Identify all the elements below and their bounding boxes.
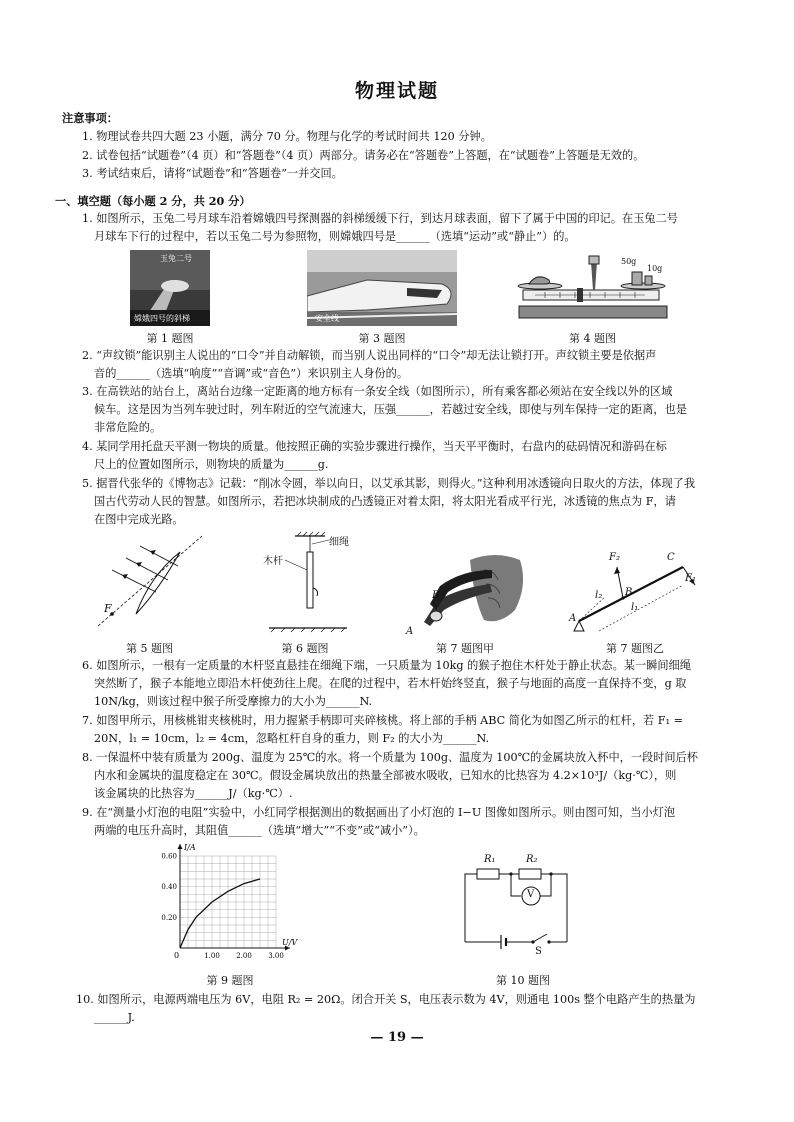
fig7b-lever-diagram <box>565 545 705 635</box>
y-tick-label: 0.20 <box>161 913 177 922</box>
fig7a-label-B: B <box>432 590 440 601</box>
x-axis-label: U/V <box>282 938 298 947</box>
fig3-label: 安全线 <box>315 314 339 323</box>
fig5-lens-diagram <box>92 530 207 630</box>
notice-item: 2. 试卷包括“试题卷”（4 页）和“答题卷”（4 页）两部分。请务必在“答题卷”上答题，在“试题卷”上答题是无效的。 <box>82 149 645 162</box>
fig9-iu-chart <box>150 840 310 965</box>
q3-line: 候车。这是因为当列车驶过时，列车附近的空气流速大，压强______，若越过安全线，即使与列车保持一定的距离，也是 <box>94 403 687 416</box>
fig6-caption: 第 6 题图 <box>281 642 329 655</box>
fig1-label-top: 玉兔二号 <box>160 254 192 263</box>
origin-label: 0 <box>174 951 180 960</box>
y-axis-label: I/A <box>184 843 196 852</box>
notice-item: 1. 物理试卷共四大题 23 小题，满分 70 分。物理与化学的考试时间共 120 分钟。 <box>82 130 492 143</box>
q2-line: 2. “声纹锁”能识别主人说出的“口令”并自动解锁，而当别人说出同样的“口令”却无法让锁打开。声纹锁主要是依据声 <box>82 349 657 362</box>
fig7b-label-A: A <box>569 613 577 624</box>
y-axis-arrow <box>178 844 183 849</box>
q6-line: 突然断了，猴子本能地立即沿木杆使劲往上爬。在爬的过程中，若木杆始终竖直，猴子与地面的高度一直保持不变，g 取 <box>94 677 687 690</box>
fig3-photo <box>307 250 457 326</box>
fig7b-label-B: B <box>625 587 633 598</box>
fig10-caption: 第 10 题图 <box>496 974 550 987</box>
fig10-circuit-diagram <box>455 848 585 960</box>
fig5-caption: 第 5 题图 <box>126 642 173 655</box>
section-heading: 一、填空题（每小题 2 分，共 20 分） <box>55 194 251 208</box>
q5-line: 在图中完成光路。 <box>94 513 184 526</box>
q1-line: 1. 如图所示，玉兔二号月球车沿着嫦娥四号探测器的斜梯缓缓下行，到达月球表面，留下了属于中国的印记。在玉兔二号 <box>82 212 678 225</box>
q9-line: 9. 在“测量小灯泡的电阻”实验中，小红同学根据测出的数据画出了小灯泡的 I−U 图像如图所示。则由图可知，当小灯泡 <box>82 806 676 819</box>
fig10-label-R1: R₁ <box>484 854 496 865</box>
fig3-caption: 第 3 题图 <box>358 332 406 345</box>
q8-line: 该金属块的比热容为______J/（kg·℃）. <box>94 787 293 800</box>
fig7b-label-F1: F₁ <box>685 573 696 584</box>
page-title: 物理试题 <box>354 80 439 102</box>
q7-line: 7. 如图甲所示，用核桃钳夹核桃时，用力握紧手柄即可夹碎核桃。将上部的手柄 ABC 简化为如图乙所示的杠杆，若 F₁ = <box>82 714 683 727</box>
fig4-weight-50g: 50g <box>621 257 637 266</box>
fig4-weight-10g: 10g <box>647 264 663 273</box>
x-tick-label: 1.00 <box>204 952 220 960</box>
fig4-caption: 第 4 题图 <box>569 332 616 345</box>
fig7b-label-C: C <box>667 552 675 563</box>
y-tick-label: 0.40 <box>161 883 177 892</box>
q5-line: 5. 据晋代张华的《博物志》记载：“削冰令圆，举以向日，以艾承其影，则得火。”这种利用冰透镜向日取火的方法，体现了我 <box>82 477 696 490</box>
fig6-rod-label: 木杆 <box>263 556 283 567</box>
fig7b-caption: 第 7 题图乙 <box>606 642 664 655</box>
x-tick-label: 2.00 <box>236 952 252 960</box>
fig5-focus-label: F <box>104 602 112 615</box>
fig7a-label-A: A <box>406 626 414 637</box>
fig1-label-bottom: 嫦娥四号的斜梯 <box>134 314 190 323</box>
q10-line: 10. 如图所示，电源两端电压为 6V，电阻 R₂ = 20Ω。闭合开关 S，电压表示数为 4V，则通电 100s 整个电路产生的热量为 <box>76 993 696 1006</box>
q3-line: 3. 在高铁站的站台上，离站台边缘一定距离的地方标有一条安全线（如图所示），所有乘客都必须站在安全线以外的区域 <box>82 385 673 398</box>
fig7a-nutcracker-photo <box>400 540 530 635</box>
q5-line: 国古代劳动人民的智慧。如图所示，若把冰块制成的凸透镜正对着太阳，将太阳光看成平行光，冰透镜的焦点为 F，请 <box>94 495 676 508</box>
fig7b-label-l1: l₁ <box>631 602 639 613</box>
x-tick-label: 3.00 <box>268 952 284 960</box>
notice-item: 3. 考试结束后，请将“试题卷”和“答题卷”一并交回。 <box>82 167 343 180</box>
fig1-photo <box>130 250 210 326</box>
q2-line: 音的______（选填“响度”“音调”或“音色”）来识别主人身份的。 <box>94 367 409 380</box>
fig6-rod-diagram <box>255 530 355 635</box>
fig9-caption: 第 9 题图 <box>206 974 254 987</box>
q9-line: 两端的电压升高时，其阻值______（选填“增大”“不变”或“减小”）。 <box>94 824 425 837</box>
fig7b-label-F2: F₂ <box>609 552 620 563</box>
fig6-rope-label: 细绳 <box>329 537 349 548</box>
y-tick-label: 0.60 <box>161 852 177 861</box>
fig1-caption: 第 1 题图 <box>146 332 194 345</box>
q4-line: 尺上的位置如图所示，则物块的质量为______g. <box>94 458 329 471</box>
page-number: — 19 — <box>370 1030 424 1045</box>
q8-line: 内水和金属块的温度稳定在 30℃。假设金属块放出的热量全部被水吸收，已知水的比热容为 4.2×10³J/（kg·℃），则 <box>94 769 677 782</box>
fig4-balance <box>515 250 670 328</box>
fig7a-caption: 第 7 题图甲 <box>436 642 494 655</box>
q3-line: 非常危险的。 <box>94 421 162 434</box>
fig10-voltmeter-label: V <box>527 889 535 900</box>
q6-line: 10N/kg，则该过程中猴子所受摩擦力的大小为______N. <box>94 695 373 708</box>
q7-line: 20N，l₁ = 10cm，l₂ = 4cm，忽略杠杆自身的重力，则 F₂ 的大小为______N. <box>94 732 490 745</box>
fig7b-label-l2: l₂ <box>595 590 603 601</box>
fig10-label-R2: R₂ <box>526 854 538 865</box>
notice-heading: 注意事项： <box>62 111 118 125</box>
q10-line: ______J. <box>94 1011 135 1024</box>
q4-line: 4. 某同学用托盘天平测一物块的质量。他按照正确的实验步骤进行操作，当天平平衡时，右盘内的砝码情况和游码在标 <box>82 440 667 453</box>
q8-line: 8. 一保温杯中装有质量为 200g、温度为 25℃的水。将一个质量为 100g、温度为 100℃的金属块放入杯中，一段时间后杯 <box>82 751 698 764</box>
q6-line: 6. 如图所示，一根有一定质量的木杆竖直悬挂在细绳下端，一只质量为 10kg 的猴子抱住木杆处于静止状态。某一瞬间细绳 <box>82 659 691 672</box>
fig10-switch-label: S <box>535 946 542 957</box>
q1-line: 月球车下行的过程中，若以玉兔二号为参照物，则嫦娥四号是______（选填“运动”或“静止”）的。 <box>94 230 576 243</box>
